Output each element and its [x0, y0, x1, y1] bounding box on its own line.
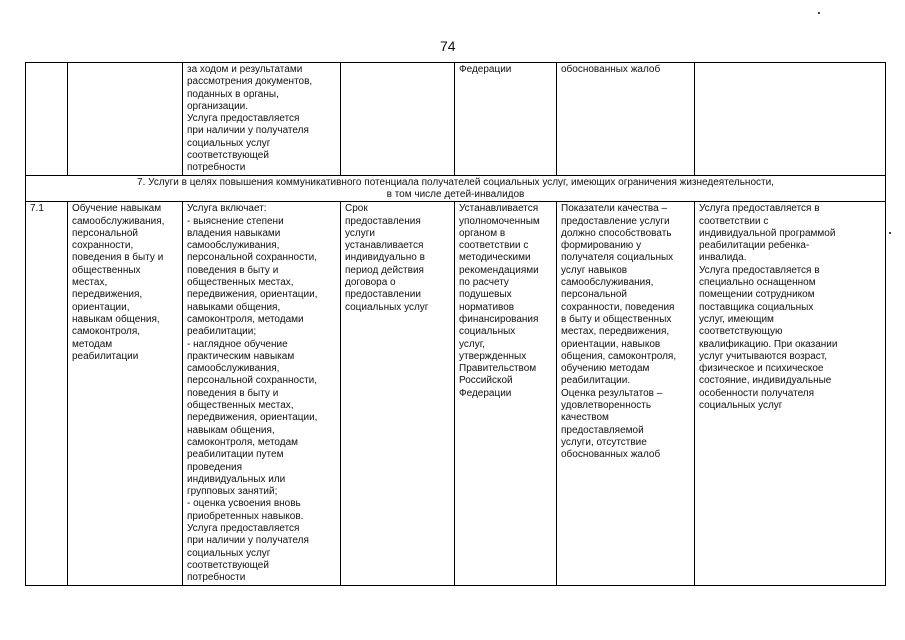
service-term: Срок предоставления услуги устанавливается индивидуально в период действия договора о предоставлении социальных услуг — [341, 202, 455, 586]
table-row-7-1 — [26, 202, 886, 586]
continuation-cell-content: за ходом и результатами рассмотрения документов, поданных в органы, организации. Услуга предоставляется при наличии у получателя социальных услуг соответствующей потребности — [183, 63, 341, 176]
page-number: 74 — [440, 38, 456, 54]
continuation-cell-term — [341, 63, 455, 176]
services-table — [25, 62, 886, 586]
row-number: 7.1 — [26, 202, 68, 586]
continuation-cell-norms: Федерации — [455, 63, 557, 176]
scan-dot — [889, 232, 891, 234]
section-row — [26, 175, 886, 202]
continuation-cell-conditions — [695, 63, 886, 176]
continuation-cell-number — [26, 63, 68, 176]
section-heading: 7. Услуги в целях повышения коммуникативного потенциала получателей социальных услуг, имеющих ограничения жизнедеятельности, в том числе детей-инвалидов — [26, 175, 886, 202]
service-conditions: Услуга предоставляется в соответствии с индивидуальной программой реабилитации ребенка- инвалида. Услуга предоставляется в специально оснащенном помещении сотрудником поставщика социальных услуг, имеющим соответствующую квалификацию. При оказании услуг учитываются возраст, физическое и психическое состояние, индивидуальные особенности получателя социальных услуг — [695, 202, 886, 586]
service-name: Обучение навыкам самообслуживания, персональной сохранности, поведения в быту и общественных местах, передвижения, ориентации, навыкам общения, самоконтроля, методам реабилитации — [68, 202, 183, 586]
service-norms: Устанавливается уполномоченным органом в соответствии с методическими рекомендациями по расчету подушевых нормативов финансирования социальных услуг, утвержденных Правительством Российской Федерации — [455, 202, 557, 586]
continuation-cell-name — [68, 63, 183, 176]
continuation-cell-quality: обоснованных жалоб — [557, 63, 695, 176]
service-content: Услуга включает: - выяснение степени владения навыками самообслуживания, персональной сохранности, поведения в быту и общественных местах, передвижения, ориентации, навыками общения, самоконтроля, методами реабилитации; - наглядное обучение практическим навыкам самообслуживания, персональной сохранности, поведения в быту и общественных местах, передвижения, ориентации, навыкам общения, самоконтроля, методам реабилитации путем проведения индивидуальных или групповых занятий; - оценка усвоения вновь приобретенных навыков. Услуга предоставляется при наличии у получателя социальных услуг соответствующей потребности — [183, 202, 341, 586]
service-quality: Показатели качества – предоставление услуги должно способствовать формированию у получателя социальных услуг навыков самообслуживания, персональной сохранности, поведения в быту и общественных местах, передвижения, ориентации, навыков общения, самоконтроля, обучению методам реабилитации. Оценка результатов – удовлетворенность качеством предоставляемой услуги, отсутствие обоснованных жалоб — [557, 202, 695, 586]
continuation-row — [26, 63, 886, 176]
scan-dot — [818, 12, 820, 14]
